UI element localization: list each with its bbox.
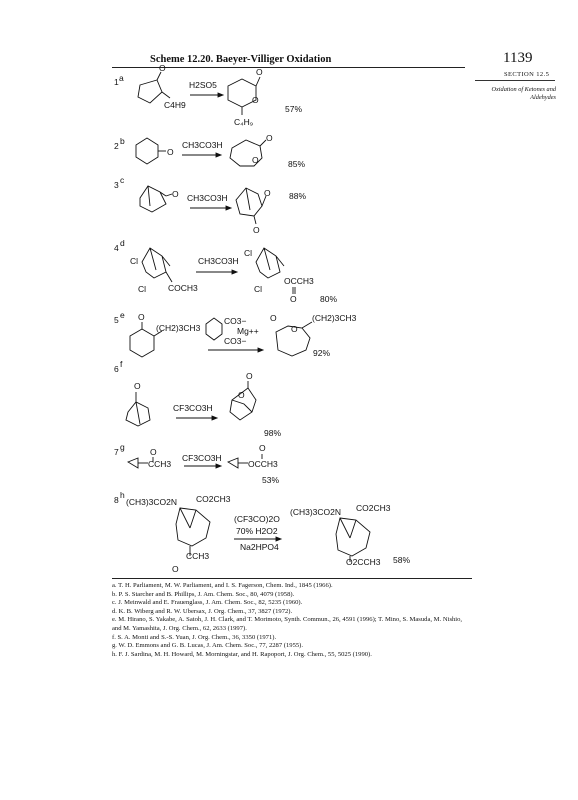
svg-text:C₄H₉: C₄H₉ bbox=[234, 117, 254, 127]
reference-f: f. S. A. Monti and S.-S. Yuan, J. Org. Chem., 36, 3350 (1971). bbox=[112, 633, 277, 641]
entry-7-acetoxy: OCCH3 bbox=[248, 459, 278, 469]
svg-text:(CH2)3CH3: (CH2)3CH3 bbox=[312, 313, 357, 323]
entry-1-substituent: C4H9 bbox=[164, 100, 186, 110]
svg-text:O: O bbox=[270, 313, 277, 323]
cyclopropyl-ring bbox=[128, 458, 138, 468]
entry-8-ester: CO2CH3 bbox=[196, 494, 231, 504]
svg-text:O: O bbox=[134, 381, 141, 391]
entry-4 bbox=[114, 238, 337, 304]
entry-4-acetyl: COCH3 bbox=[168, 283, 198, 293]
entry-7-yield: 53% bbox=[262, 475, 280, 485]
scheme-title: Scheme 12.20. Baeyer-Villiger Oxidation bbox=[150, 54, 332, 65]
svg-text:O: O bbox=[290, 294, 297, 304]
reference-g: g. W. D. Emmons and G. B. Lucas, J. Am. Chem. Soc., 77, 2287 (1955). bbox=[112, 642, 304, 650]
svg-text:Cl: Cl bbox=[254, 284, 263, 294]
svg-text:O: O bbox=[246, 371, 253, 381]
reference-h: h. F. J. Sardina, M. H. Howard, M. Morningstar, and H. Rapoport, J. Org. Chem., 55, 5025 (1990). bbox=[112, 650, 372, 658]
entry-8-reagent-1: (CF3CO)2O bbox=[234, 514, 280, 524]
entry-8-boc: (CH3)3CO2N bbox=[126, 497, 178, 507]
alkyl-cyclohexanone-ring bbox=[130, 329, 154, 357]
svg-text:CO2CH3: CO2CH3 bbox=[356, 503, 391, 513]
entry-8 bbox=[114, 490, 410, 574]
svg-text:4: 4 bbox=[114, 243, 119, 253]
entry-6-yield: 98% bbox=[264, 428, 282, 438]
cyclopentanone-ring bbox=[138, 80, 162, 103]
svg-text:O: O bbox=[150, 447, 157, 457]
svg-text:O: O bbox=[159, 63, 166, 73]
svg-text:O: O bbox=[172, 564, 179, 574]
svg-text:O: O bbox=[266, 133, 273, 143]
svg-text:e: e bbox=[120, 310, 125, 320]
entry-2-yield: 85% bbox=[288, 159, 306, 169]
reference-b: b. P. S. Starcher and B. Phillips, J. Am. Chem. Soc., 80, 4079 (1958). bbox=[112, 590, 295, 598]
entry-4-chloro-top: Cl bbox=[130, 256, 139, 266]
page-number: 1139 bbox=[503, 50, 533, 66]
entry-8-yield: 58% bbox=[393, 555, 411, 565]
svg-text:c: c bbox=[120, 175, 125, 185]
entry-7-acetyl: CCH3 bbox=[148, 459, 172, 469]
svg-text:O: O bbox=[172, 189, 179, 199]
svg-text:O: O bbox=[238, 390, 245, 400]
entry-4-chloro-bottom: Cl bbox=[138, 284, 147, 294]
entry-8-acetyl: CCH3 bbox=[186, 551, 210, 561]
entry-8-reagent-3: Na2HPO4 bbox=[240, 542, 279, 552]
entry-8-acetoxy: O2CCH3 bbox=[346, 557, 381, 567]
entry-3-yield: 88% bbox=[289, 191, 307, 201]
entry-5-butyl: (CH2)3CH3 bbox=[156, 323, 201, 333]
azabicyclic-ketone bbox=[176, 508, 210, 546]
entry-7 bbox=[114, 442, 279, 485]
svg-text:b: b bbox=[120, 136, 125, 146]
svg-text:Mg++: Mg++ bbox=[237, 326, 259, 336]
reference-d: d. K. B. Wiberg and R. W. Ubersax, J. Org. Chem., 37, 3827 (1972). bbox=[112, 607, 293, 615]
references-list bbox=[112, 582, 472, 659]
svg-text:3: 3 bbox=[114, 180, 119, 190]
bicyclic-ester bbox=[256, 248, 284, 278]
entry-3 bbox=[114, 175, 306, 235]
svg-text:CO3−: CO3− bbox=[224, 316, 247, 326]
entry-4-acetoxy: OCCH3 bbox=[284, 276, 314, 286]
svg-text:(CH3)3CO2N: (CH3)3CO2N bbox=[290, 507, 342, 517]
svg-text:O: O bbox=[253, 225, 260, 235]
references-rule bbox=[112, 578, 472, 579]
svg-text:g: g bbox=[120, 442, 125, 452]
entry-6 bbox=[114, 359, 281, 438]
entry-4-yield: 80% bbox=[320, 294, 338, 304]
entry-6-reagent: CF3CO3H bbox=[173, 403, 213, 413]
svg-text:a: a bbox=[119, 73, 124, 83]
svg-text:O: O bbox=[252, 155, 259, 165]
norbornanone-skeleton bbox=[140, 186, 166, 212]
entry-5-yield: 92% bbox=[313, 348, 331, 358]
cyclohexanone-ring bbox=[136, 138, 158, 164]
entry-5 bbox=[114, 310, 357, 358]
svg-text:O: O bbox=[167, 147, 174, 157]
svg-text:O: O bbox=[264, 188, 271, 198]
bicyclic-lactone bbox=[236, 188, 266, 216]
entry-7-reagent: CF3CO3H bbox=[182, 453, 222, 463]
svg-text:h: h bbox=[120, 490, 125, 500]
entry-2 bbox=[114, 133, 305, 169]
entry-1-reagent: H2SO5 bbox=[189, 80, 217, 90]
svg-text:f: f bbox=[120, 359, 123, 369]
svg-text:d: d bbox=[120, 238, 125, 248]
entry-4-reagent: CH3CO3H bbox=[198, 256, 239, 266]
entry-1 bbox=[114, 63, 302, 127]
azabicyclic-ester bbox=[336, 518, 370, 556]
cyclopropyl-ring-product bbox=[228, 458, 238, 468]
svg-text:CO3−: CO3− bbox=[224, 336, 247, 346]
svg-text:Cl: Cl bbox=[244, 248, 253, 258]
svg-text:5: 5 bbox=[114, 315, 119, 325]
entry-3-reagent: CH3CO3H bbox=[187, 193, 228, 203]
reference-a: a. T. H. Parliament, M. W. Parliament, and I. S. Fagerson, Chem. Ind., 1845 (1966). bbox=[112, 582, 333, 589]
section-label: SECTION 12.5 bbox=[504, 71, 550, 78]
svg-text:O: O bbox=[252, 95, 259, 105]
svg-text:2: 2 bbox=[114, 141, 119, 151]
entry-1-yield: 57% bbox=[285, 104, 303, 114]
monoperoxyphthalate-ring bbox=[206, 318, 222, 340]
svg-text:O: O bbox=[138, 312, 145, 322]
svg-text:6: 6 bbox=[114, 364, 119, 374]
entry-1-label: 1 bbox=[114, 77, 119, 87]
svg-text:7: 7 bbox=[114, 447, 119, 457]
entry-8-reagent-2: 70% H2O2 bbox=[236, 526, 278, 536]
tricyclic-ketone bbox=[126, 392, 150, 426]
reference-c: c. J. Meinwald and E. Frauenglass, J. Am. Chem. Soc., 82, 5235 (1960). bbox=[112, 599, 303, 607]
entry-2-reagent: CH3CO3H bbox=[182, 140, 223, 150]
svg-text:O: O bbox=[259, 443, 266, 453]
svg-text:O: O bbox=[256, 67, 263, 77]
svg-text:8: 8 bbox=[114, 495, 119, 505]
section-subtitle: Oxidation of Ketones and Aldehydes bbox=[491, 86, 556, 101]
bicyclic-ketone bbox=[142, 248, 170, 278]
svg-text:O: O bbox=[291, 324, 298, 334]
reference-e: e. M. Hirano, S. Yakabe, A. Satoh, J. H. Clark, and T. Morimoto, Synth. Commun., 26, 4591 (1996); T. Mino, S. Masuda, M. Nishio, and M. Yamashita, J. Org. Chem., 62, 2633 (1997). bbox=[112, 616, 463, 632]
